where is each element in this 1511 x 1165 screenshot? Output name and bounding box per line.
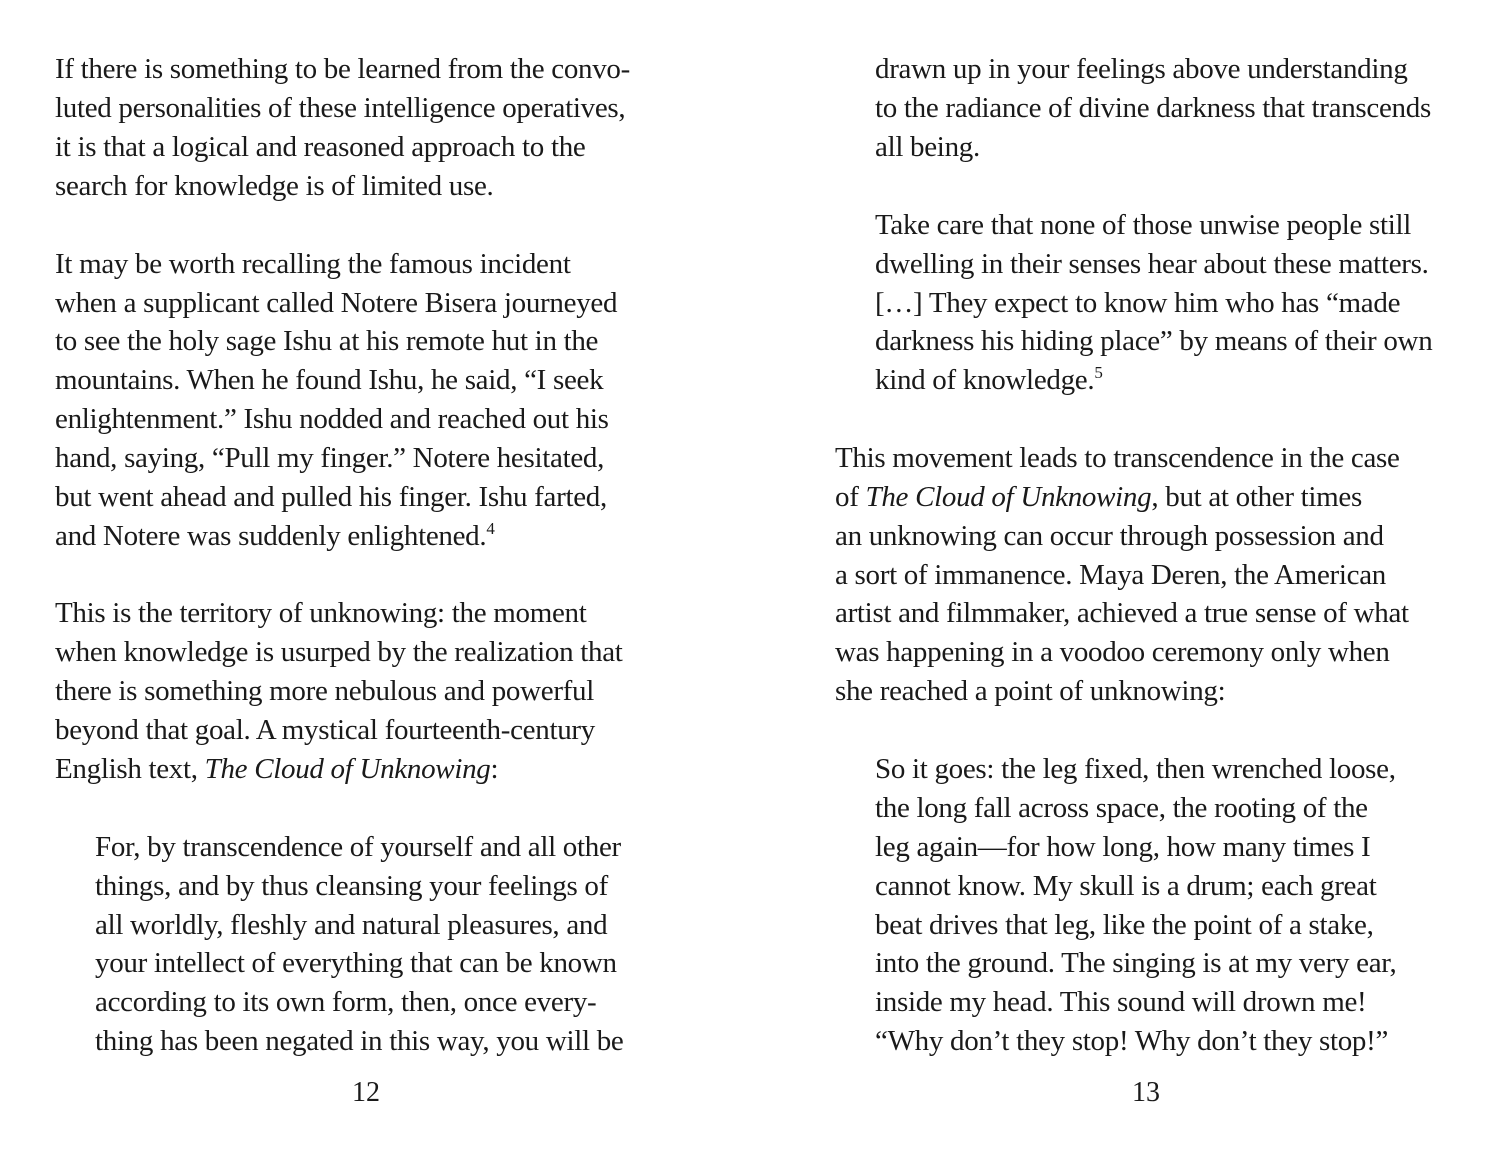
text-line <box>55 517 495 556</box>
text-line: artist and filmmaker, achieved a true sense of what <box>835 597 1409 629</box>
text-line <box>835 478 1362 517</box>
text-line: to see the holy sage Ishu at his remote hut in the <box>55 325 599 357</box>
text-line: your intellect of everything that can be known <box>95 947 617 979</box>
text-line: So it goes: the leg fixed, then wrenched loose, <box>875 753 1396 785</box>
book-title: The Cloud of Unknowing <box>204 753 491 785</box>
text-line: “Why don’t they stop! Why don’t they stop!” <box>875 1025 1389 1057</box>
right-page <box>755 0 1511 1165</box>
text-line: things, and by thus cleansing your feelings of <box>95 870 608 902</box>
book-title: The Cloud of Unknowing <box>865 481 1152 513</box>
text-line: If there is something to be learned from the convo- <box>55 53 630 85</box>
text-line: enlightenment.” Ishu nodded and reached out his <box>55 403 609 435</box>
text-line: This is the territory of unknowing: the moment <box>55 597 587 629</box>
text-segment: English text, <box>55 753 205 785</box>
text-line: according to its own form, then, once every- <box>95 986 597 1018</box>
text-line: all being. <box>875 131 980 163</box>
footnote-reference[interactable]: 4 <box>486 519 495 538</box>
text-line: This movement leads to transcendence in the case <box>835 442 1400 474</box>
text-line-content: and Notere was suddenly enlightened. <box>55 520 487 552</box>
text-line: Take care that none of those unwise people still <box>875 209 1412 241</box>
text-line <box>875 361 1103 400</box>
text-line: to the radiance of divine darkness that transcends <box>875 92 1431 124</box>
text-line: all worldly, fleshly and natural pleasures, and <box>95 909 608 941</box>
text-line: inside my head. This sound will drown me! <box>875 986 1367 1018</box>
text-line: beat drives that leg, like the point of a stake, <box>875 909 1374 941</box>
text-line-content: kind of knowledge. <box>875 364 1095 396</box>
text-line: luted personalities of these intelligence operatives, <box>55 92 626 124</box>
text-line: thing has been negated in this way, you will be <box>95 1025 624 1057</box>
text-line: search for knowledge is of limited use. <box>55 170 494 202</box>
text-line: cannot know. My skull is a drum; each great <box>875 870 1377 902</box>
text-line: when a supplicant called Notere Bisera journeyed <box>55 287 618 319</box>
text-line <box>55 750 498 789</box>
text-segment: of <box>835 481 866 513</box>
text-line: she reached a point of unknowing: <box>835 675 1226 707</box>
page-number: 12 <box>352 1077 380 1108</box>
left-page <box>0 0 755 1165</box>
text-line: an unknowing can occur through possession and <box>835 520 1384 552</box>
text-line: drawn up in your feelings above understanding <box>875 53 1408 85</box>
text-line: the long fall across space, the rooting of the <box>875 792 1368 824</box>
text-line: a sort of immanence. Maya Deren, the American <box>835 559 1386 591</box>
text-line: beyond that goal. A mystical fourteenth-century <box>55 714 595 746</box>
text-line: For, by transcendence of yourself and all other <box>95 831 621 863</box>
text-line: when knowledge is usurped by the realization that <box>55 636 623 668</box>
text-line: but went ahead and pulled his finger. Ishu farted, <box>55 481 607 513</box>
text-line: hand, saying, “Pull my finger.” Notere hesitated, <box>55 442 605 474</box>
text-line: it is that a logical and reasoned approach to the <box>55 131 586 163</box>
text-line: dwelling in their senses hear about these matters. <box>875 248 1429 280</box>
text-line: mountains. When he found Ishu, he said, “I seek <box>55 364 604 396</box>
text-line: It may be worth recalling the famous incident <box>55 248 571 280</box>
page-number: 13 <box>1132 1077 1160 1108</box>
text-line: there is something more nebulous and powerful <box>55 675 594 707</box>
text-line: into the ground. The singing is at my very ear, <box>875 947 1397 979</box>
text-line: darkness his hiding place” by means of their own <box>875 325 1433 357</box>
footnote-reference[interactable]: 5 <box>1094 363 1103 382</box>
text-line: was happening in a voodoo ceremony only when <box>835 636 1390 668</box>
text-line: […] They expect to know him who has “made <box>875 287 1401 319</box>
text-segment: , but at other times <box>1151 481 1362 513</box>
text-segment: : <box>490 753 499 785</box>
text-line: leg again—for how long, how many times I <box>875 831 1371 863</box>
